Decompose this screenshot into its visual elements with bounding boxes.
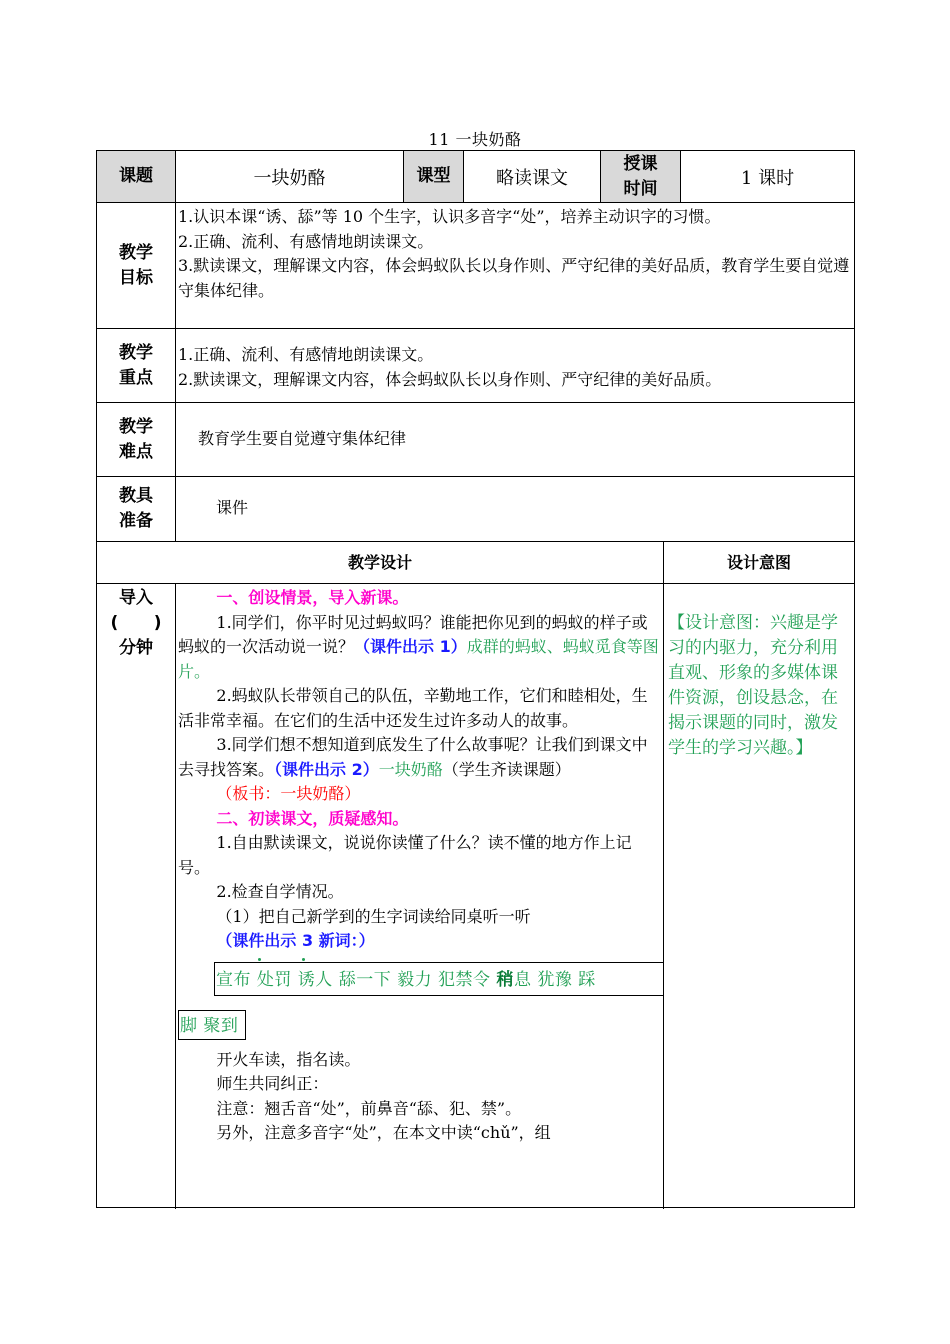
paragraph-5: 2.检查自学情况。 xyxy=(216,882,344,901)
paragraph-8: 开火车读，指名读。 xyxy=(216,1049,361,1069)
time-label: 授课时间 xyxy=(600,151,680,202)
goal-item: 1.认识本课“诱、舔”等 10 个生字，认识多音字“处”，培养主动识字的习惯。 xyxy=(178,207,721,226)
dot-mark-fa xyxy=(302,958,305,961)
tools-content: 课件 xyxy=(175,476,854,541)
dot-mark-chu xyxy=(258,958,261,961)
goal-item: 2.正确、流利、有感情地朗读课文。 xyxy=(178,231,434,251)
vocab-line-2: 脚 聚到 xyxy=(180,1015,239,1036)
intent-header: 设计意图 xyxy=(663,541,854,583)
paragraph-11: 另外，注意多音字“处”，在本文中读“chǔ”，组 xyxy=(216,1123,551,1142)
goals-content xyxy=(175,202,854,328)
board-note: （板书：一块奶酪） xyxy=(216,784,361,803)
goal-item: 3.默读课文，理解课文内容，体会蚂蚁队长以身作则、严守纪律的美好品质，教育学生要自觉遵守集体纪律。 xyxy=(178,256,850,300)
keypoint-item: 1.正确、流利、有感情地朗读课文。 xyxy=(178,345,434,364)
topic-label: 课题 xyxy=(97,151,175,202)
step-heading-2: 二、初读课文，质疑感知。 xyxy=(216,808,409,828)
design-content xyxy=(175,583,663,1209)
vocab-area xyxy=(178,954,661,1040)
step-heading-1: 一、创设情景，导入新课。 xyxy=(216,588,409,607)
paragraph-4: 1.自由默读课文，说说你读懂了什么？读不懂的地方作上记号。 xyxy=(178,833,632,877)
goals-label: 教学目标 xyxy=(97,202,175,328)
keypoints-label: 教学重点 xyxy=(97,328,175,402)
type-value: 略读课文 xyxy=(463,151,600,202)
lesson-plan-table xyxy=(96,150,855,1208)
vocab-line-1: 宣布 处罚 诱人 舔一下 毅力 犯禁令 稍息 犹豫 踩 xyxy=(216,969,596,990)
paragraph-2: 2.蚂蚁队长带领自己的队伍，辛勤地工作，它们和睦相处，生活非常幸福。在它们的生活中还发生过许多动人的故事。 xyxy=(178,686,648,730)
difficulty-label: 教学难点 xyxy=(97,402,175,476)
intent-content: 【设计意图：兴趣是学习的内驱力，充分利用直观、形象的多媒体课件资源，创设悬念，在揭示课题的同时，激发学生的学习兴趣。】 xyxy=(663,583,854,1209)
tools-label: 教具准备 xyxy=(97,476,175,541)
keypoints-content xyxy=(175,328,854,402)
courseware-tag-3: （课件出示 3 新词：） xyxy=(216,931,375,950)
difficulty-content: 教育学生要自觉遵守集体纪律 xyxy=(175,402,854,476)
section-minutes-unit: 分钟 xyxy=(119,638,153,658)
section-label xyxy=(97,583,175,1209)
paragraph-6: （1）把自己新学到的生字词读给同桌听一听 xyxy=(216,906,531,926)
topic-value: 一块奶酪 xyxy=(175,151,403,202)
type-label: 课型 xyxy=(403,151,463,202)
paragraph-10: 注意：翘舌音“处”，前鼻音“舔、犯、禁”。 xyxy=(216,1098,522,1118)
keypoint-item: 2.默读课文，理解课文内容，体会蚂蚁队长以身作则、严守纪律的美好品质。 xyxy=(178,369,722,389)
paragraph-3: 3.同学们想不想知道到底发生了什么故事呢？让我们到课文中去寻找答案。（课件出示 2）一块奶酪（学生齐读课题） xyxy=(178,735,648,779)
paragraph-1: 1.同学们，你平时见过蚂蚁吗？谁能把你见到的蚂蚁的样子或蚂蚁的一次活动说一说？（课件出示 1）成群的蚂蚁、蚂蚁觅食等图片。 xyxy=(178,612,659,681)
section-title: 导入 xyxy=(119,588,153,608)
document-title: 11 一块奶酪 xyxy=(428,130,522,149)
section-minutes-blank: ( ) xyxy=(110,613,162,633)
paragraph-9: 师生共同纠正： xyxy=(216,1074,329,1093)
design-header: 教学设计 xyxy=(97,541,663,583)
hours-value: 1 课时 xyxy=(680,151,854,202)
